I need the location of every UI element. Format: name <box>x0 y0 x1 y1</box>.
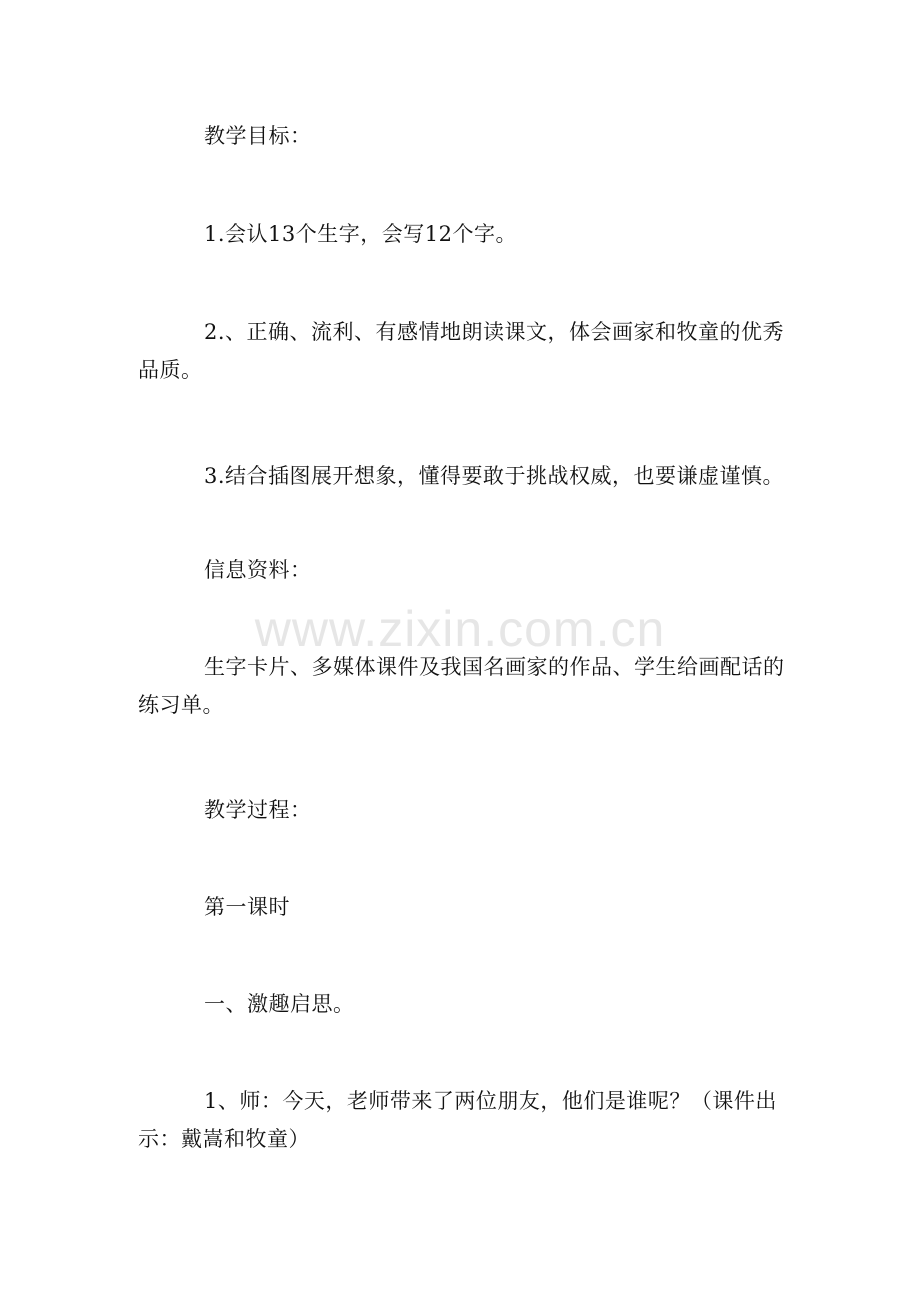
heading-teaching-objectives: 教学目标： <box>204 124 312 148</box>
step-1-text: 1、师：今天，老师带来了两位朋友，他们是谁呢？（课件出示：戴嵩和牧童） <box>138 1089 777 1151</box>
objective-3: 3.结合插图展开想象，懂得要敢于挑战权威，也要谦虚谨慎。 <box>204 464 785 488</box>
heading-info-materials: 信息资料： <box>204 558 312 582</box>
heading-teaching-process: 教学过程： <box>204 798 312 822</box>
watermark: www.zixin.com.cn <box>254 601 666 657</box>
objective-1: 1.会认13个生字，会写12个字。 <box>204 222 517 246</box>
section-1-heading: 一、激趣启思。 <box>204 992 355 1016</box>
first-lesson-heading: 第一课时 <box>204 895 290 919</box>
objective-2: 2.、正确、流利、有感情地朗读课文，体会画家和牧童的优秀品质。 <box>138 320 785 382</box>
info-materials-text: 生字卡片、多媒体课件及我国名画家的作品、学生给画配话的练习单。 <box>138 655 785 717</box>
